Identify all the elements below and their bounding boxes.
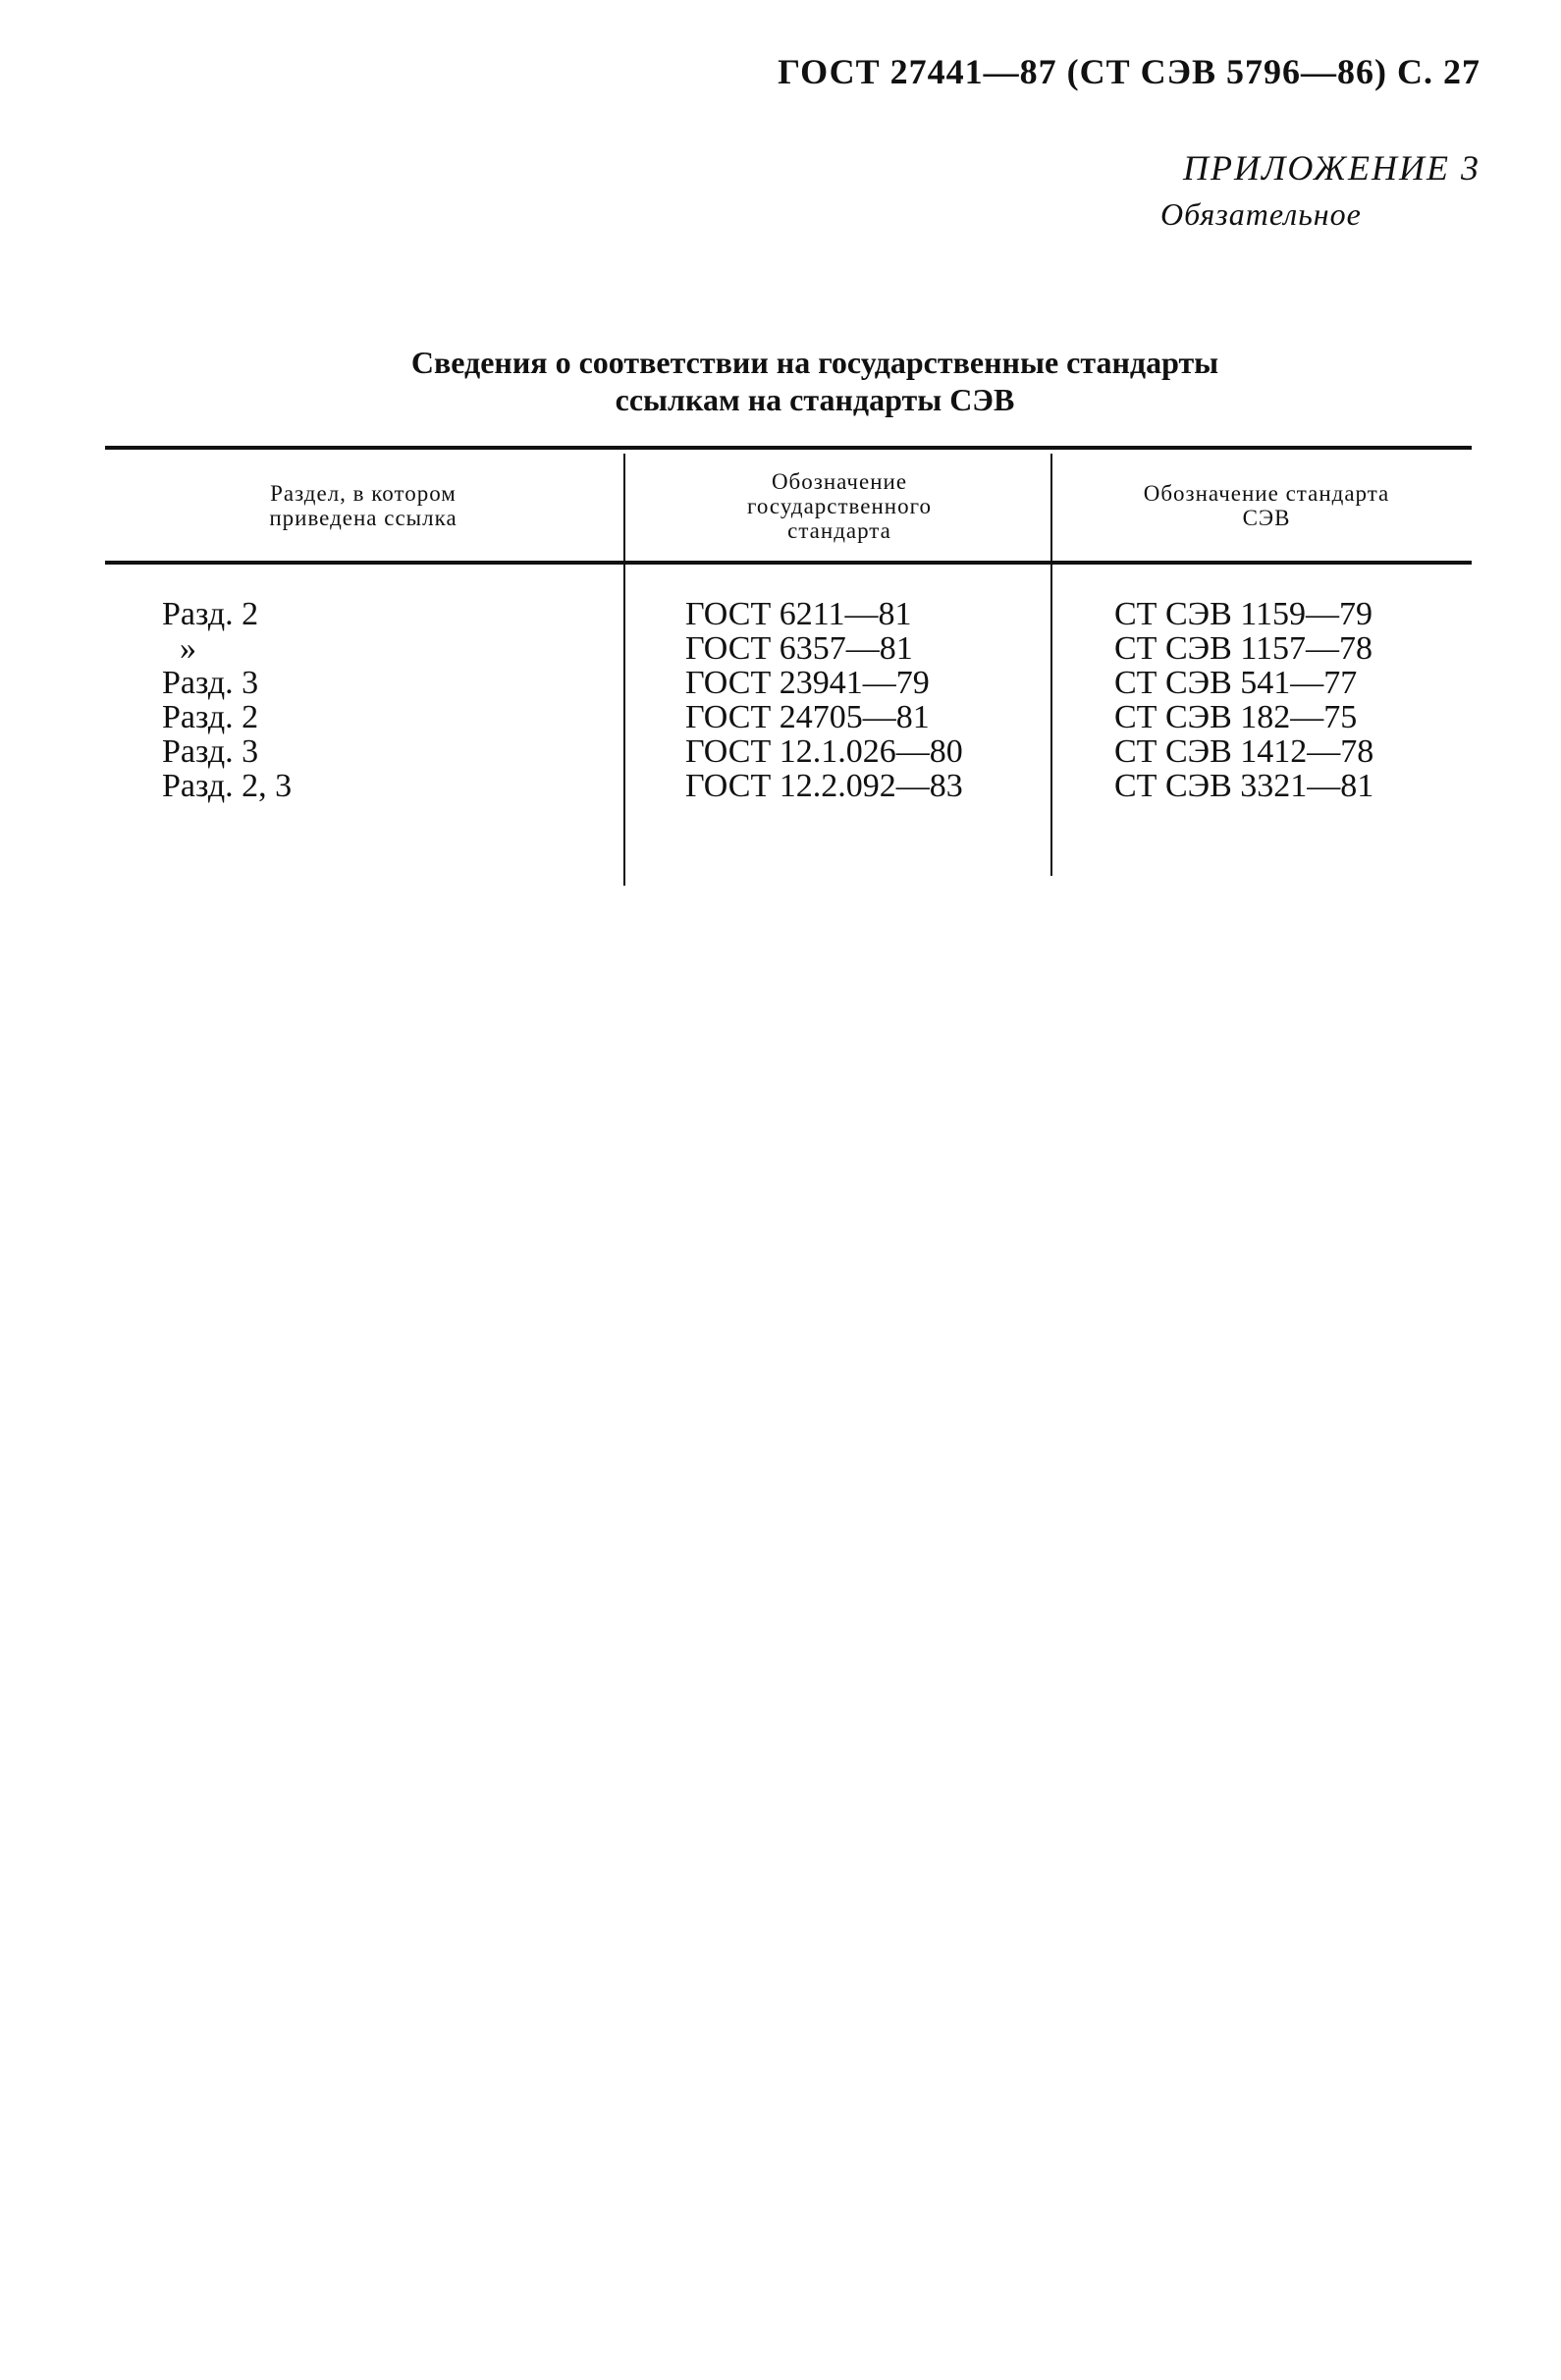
column-header-line: государственного <box>747 494 932 518</box>
table-cell: Разд. 3 <box>162 665 259 701</box>
running-head: ГОСТ 27441—87 (СТ СЭВ 5796—86) С. 27 <box>778 52 1480 91</box>
column-divider-1 <box>623 454 625 886</box>
column-header-line: СЭВ <box>1242 506 1291 530</box>
table-cell: Разд. 3 <box>162 733 259 770</box>
table-cell: Разд. 2 <box>162 596 259 632</box>
table-header-rule <box>105 561 1472 565</box>
table-cell: СТ СЭВ 1412—78 <box>1114 733 1374 770</box>
table-top-rule <box>105 446 1472 450</box>
table-cell: СТ СЭВ 3321—81 <box>1114 768 1374 804</box>
table-cell: ГОСТ 23941—79 <box>685 665 930 701</box>
column-header-section <box>147 481 579 530</box>
column-header-line: приведена ссылка <box>269 506 458 530</box>
column-header-line: Обозначение стандарта <box>1143 481 1390 506</box>
table-cell: ГОСТ 24705—81 <box>685 699 930 735</box>
table-title-line-2: ссылкам на стандарты СЭВ <box>615 382 1015 417</box>
table-cell: СТ СЭВ 541—77 <box>1114 665 1358 701</box>
table-cell: ГОСТ 6211—81 <box>685 596 912 632</box>
table-cell: ГОСТ 12.2.092—83 <box>685 768 963 804</box>
table-cell: СТ СЭВ 182—75 <box>1114 699 1358 735</box>
table-cell: СТ СЭВ 1159—79 <box>1114 596 1373 632</box>
table-cell: » <box>180 630 196 667</box>
table-cell: ГОСТ 12.1.026—80 <box>685 733 963 770</box>
table-cell: Разд. 2, 3 <box>162 768 293 804</box>
column-divider-2 <box>1050 454 1052 876</box>
table-title <box>0 344 1561 418</box>
column-header-line: Обозначение <box>771 469 908 494</box>
column-header-sev-standard <box>1070 481 1463 530</box>
column-header-line: стандарта <box>787 518 891 543</box>
column-header-line: Раздел, в котором <box>270 481 457 506</box>
table-column-sev-standard <box>1114 597 1373 803</box>
table-cell: Разд. 2 <box>162 699 259 735</box>
column-header-state-standard <box>648 469 1031 543</box>
appendix-status: Обязательное <box>1160 196 1362 232</box>
table-cell: ГОСТ 6357—81 <box>685 630 913 667</box>
table-column-section <box>162 597 292 803</box>
table-cell: СТ СЭВ 1157—78 <box>1114 630 1373 667</box>
table-column-state-standard <box>685 597 963 803</box>
appendix-label: ПРИЛОЖЕНИЕ 3 <box>1183 148 1480 188</box>
table-title-line-1: Сведения о соответствии на государственные стандарты <box>410 345 1219 380</box>
